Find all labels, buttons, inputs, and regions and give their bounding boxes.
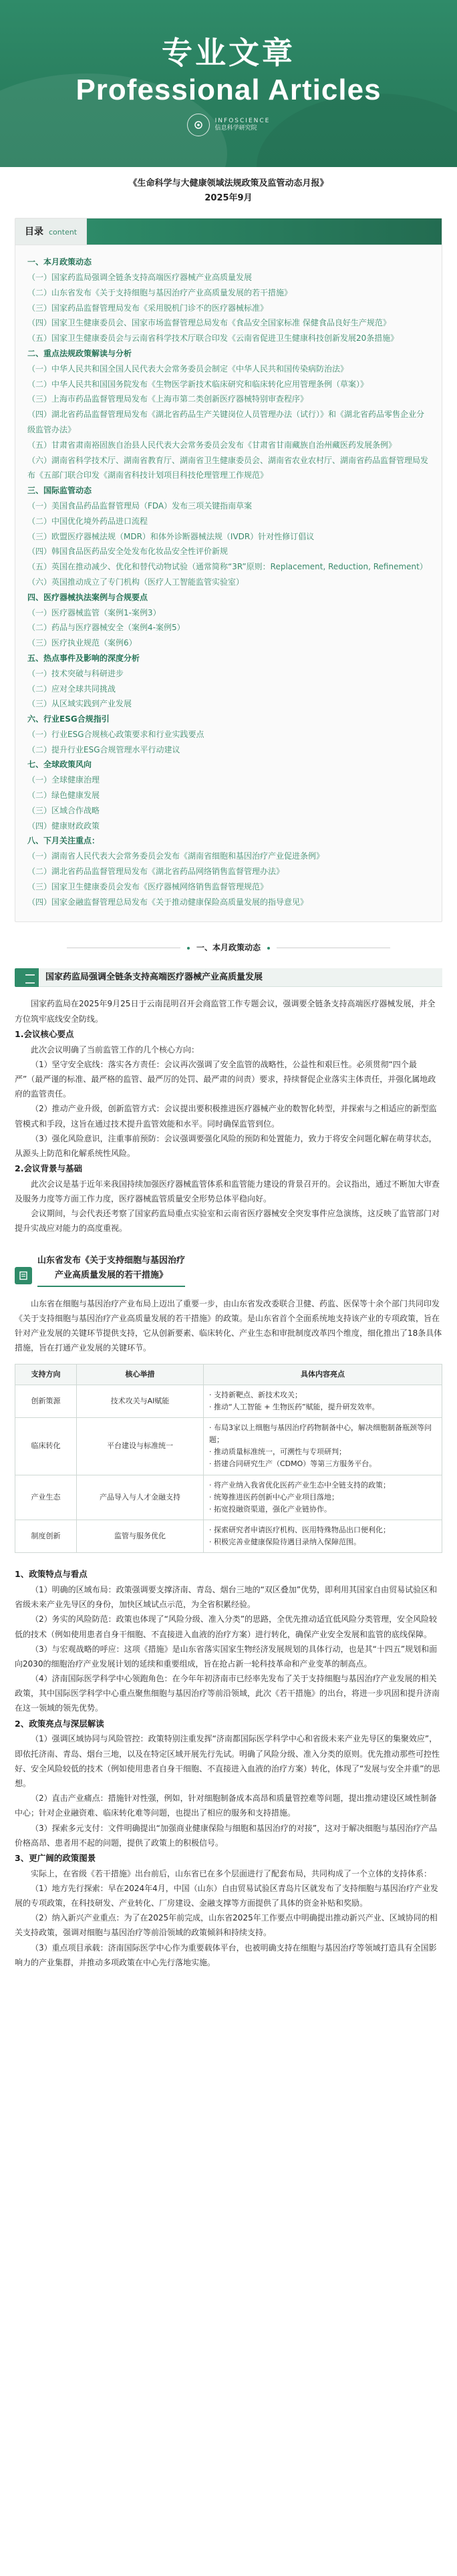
toc-item[interactable]: （二）应对全球共同挑战 — [27, 684, 116, 694]
toc-item[interactable]: （四）韩国食品医药品安全处发布化妆品安全性评价新规 — [27, 547, 228, 557]
point-text: 统筹推进医药创新中心产业项目落地； — [214, 1492, 339, 1501]
table-cell-point: · 统筹推进医药创新中心产业项目落地； — [209, 1492, 339, 1501]
toc-header — [15, 219, 442, 245]
article-title: 国家药监局强调全链条支持高端医疗器械产业高质量发展 — [39, 968, 442, 987]
toc-item[interactable]: （一）美国食品药品监督管理局（FDA）发布三项关键指南草案 — [27, 500, 253, 511]
toc-item[interactable]: （三）上海市药品监督管理局发布《上海市第二类创新医疗器械特别审查程序》 — [27, 394, 309, 404]
report-subtitle — [0, 167, 457, 206]
toc-label: 目录 — [25, 227, 43, 238]
table-cell-points — [204, 1520, 442, 1552]
report-date: 2025年9月 — [204, 193, 253, 204]
point-text: 探索研究者申请医疗机构、医用特殊物品出口便利化； — [214, 1525, 390, 1534]
paragraph: 实际上，在省级《若干措施》出台前后，山东省已在多个层面进行了配套布局，共同构成了一个立体的支持体系： — [31, 1868, 432, 1878]
table-cell-point: · 推动“人工智能 + 生物医药”赋能，提升研发效率。 — [209, 1402, 379, 1411]
section-title: 一、本月政策动态 — [196, 943, 261, 953]
toc-header-bar — [87, 219, 442, 245]
logo-icon — [187, 114, 210, 136]
paragraph: （3）强化风险意识，注重事前预防：会议强调要强化风险的预防和处置能力，致力于将安全问题化解在萌芽状态，从源头上防范和化解系统性风险。 — [15, 1133, 437, 1158]
table-cell-point: · 布局3家以上细胞与基因治疗药物制备中心，解决细胞制备瓶颈等问题； — [209, 1423, 432, 1445]
table-row — [15, 1417, 442, 1475]
logo-text-zh: 信息科学研究院 — [214, 125, 257, 132]
article-title-cont: 产业高质量发展的若干措施》 — [55, 1270, 168, 1280]
table-cell-direction: 创新策源 — [15, 1385, 77, 1417]
toc-item[interactable]: （一）全球健康治理 — [27, 775, 100, 785]
table-cell-core: 监管与服务优化 — [77, 1520, 204, 1552]
toc-item[interactable]: （二）药品与医疗器械安全（案例4-案例5） — [27, 623, 185, 633]
paragraph: 会议期间，与会代表还考察了国家药监局重点实验室和云南省医疗器械安全突发事件应急演练，这反映了监管部门对提升实战应对能力的高度重视。 — [15, 1209, 440, 1234]
paragraph: （3）重点项目承载：济南国际医学中心作为重要载体平台，也被明确支持在细胞与基因治疗等领域打造具有全国影响力的产业集群，并推动多项政策在中心先行落地实施。 — [15, 1943, 437, 1967]
table-cell-core: 产品导入与人才金融支持 — [77, 1475, 204, 1520]
point-text: 推动“人工智能 + 生物医药”赋能，提升研发效率。 — [214, 1402, 379, 1411]
report-title: 《生命科学与大健康领域法规政策及监管动态月报》 — [128, 178, 329, 188]
policy-table — [15, 1364, 442, 1554]
logo-text-en: INFOSCIENCE — [214, 117, 271, 124]
toc-item[interactable]: （二）中国优化境外药品进口流程 — [27, 516, 148, 526]
table-header-row — [15, 1364, 442, 1385]
table-cell-point: · 推动质量标准统一，可溯性与专项研判； — [209, 1447, 346, 1457]
toc-item[interactable]: （一）中华人民共和国全国人民代表大会常务委员会制定《中华人民共和国传染病防治法》 — [27, 364, 349, 374]
paragraph: （1）坚守安全底线：落实各方责任：会议再次强调了安全监管的战略性，公益性和艰巨性。必须贯彻“四个最严”（最严谨的标准、最严格的监管、最严厉的处罚、最严肃的问责）要求，持续督促企业落实主体责任，并强化属地政府的监管责任。 — [15, 1059, 436, 1099]
toc-item[interactable]: （三）从区域实践到产业发展 — [27, 699, 132, 709]
table-row — [15, 1475, 442, 1520]
toc-item[interactable]: （二）山东省发布《关于支持细胞与基因治疗产业高质量发展的若干措施》 — [27, 287, 293, 297]
table-cell-direction: 产业生态 — [15, 1475, 77, 1520]
paragraph: （2）纳入新兴产业重点：为了在2025年前完成，山东省2025年工作要点中明确提出推动新兴产业、区域协同的相关支持政策，强调对细胞与基因治疗等前沿领域的政策倾斜和持续支持。 — [15, 1913, 438, 1938]
table-row — [15, 1385, 442, 1417]
point-text: 将产业纳入我省优化医药产业生态中全链支持的政策； — [214, 1480, 390, 1489]
table-cell-direction: 临床转化 — [15, 1417, 77, 1475]
header-title-en: Professional Articles — [75, 74, 382, 107]
subheading: 1、政策特点与看点 — [15, 1569, 88, 1580]
toc-item[interactable]: （三）国家卫生健康委员会发布《医疗器械网络销售监督管理规范》 — [27, 881, 269, 891]
toc-item[interactable]: （五）英国在推动减少、优化和替代动物试验（通常简称“3R”原则：Replacement, Reduction, Refinement） — [27, 562, 428, 572]
toc-item[interactable]: （一）技术突破与科研进步 — [27, 668, 124, 678]
paragraph: （2）务实的风险防范：政策也体现了“风险分级、准入分类”的思路，全优先推动适宜低风险分类管理，安全风险较低的技术（例如使用患者自身干细胞、不直接进入血液的治疗方案）进行转化，确保产业安全发展和监管的底线保障。 — [15, 1614, 438, 1639]
toc-section[interactable]: 二、重点法规政策解读与分析 — [27, 348, 132, 358]
table-cell-point: · 探索研究者申请医疗机构、医用特殊物品出口便利化； — [209, 1525, 390, 1534]
toc-item[interactable]: （五）甘肃省肃南裕固族自治县人民代表大会常务委员会发布《甘肃省甘南藏族自治州藏医药发展条例》 — [27, 440, 397, 450]
toc-section[interactable]: 四、医疗器械执法案例与合规要点 — [27, 592, 148, 602]
toc-item[interactable]: （一）行业ESG合规核心政策要求和行业实践要点 — [27, 729, 204, 739]
subheading: 2、政策亮点与深层解读 — [15, 1718, 104, 1729]
toc-list — [15, 245, 442, 921]
paragraph: （2）推动产业升级，创新监管方式：会议提出要积极推进医疗器械产业的数智化转型，并探索与之相适应的新型监管模式和手段，这旨在通过技术提升监管效能和水平。同时确保监管到位。 — [15, 1104, 437, 1129]
heading-accent-icon — [15, 968, 39, 987]
table-cell-points — [204, 1417, 442, 1475]
toc-item[interactable]: （三）区域合作战略 — [27, 805, 100, 815]
table-of-contents — [15, 218, 442, 922]
article-heading — [15, 968, 442, 987]
table-cell-points — [204, 1475, 442, 1520]
toc-item[interactable]: （四）国家卫生健康委员会、国家市场监督管理总局发布《食品安全国家标准 保健食品良好生产规范》 — [27, 318, 391, 328]
toc-item[interactable]: （二）中华人民共和国国务院发布《生物医学新技术临床研究和临床转化应用管理条例（草案）》 — [27, 379, 369, 389]
table-cell-point: · 拓宽投融资渠道，强化产业链协作。 — [209, 1504, 331, 1514]
toc-item[interactable]: （一）湖南省人民代表大会常务委员会发布《湖南省细胞和基因治疗产业促进条例》 — [27, 851, 325, 861]
paragraph: 国家药监局在2025年9月25日于云南昆明召开会商监管工作专题会议，强调要全链条支持高端医疗器械发展，并全方位筑牢底线安全防线。 — [15, 999, 436, 1024]
toc-item[interactable]: （二）提升行业ESG合规管理水平行动建议 — [27, 744, 180, 754]
point-text: 搭建合同研究生产（CDMO）等第三方服务平台。 — [214, 1459, 377, 1469]
toc-item[interactable]: （二）绿色健康发展 — [27, 791, 100, 801]
table-header: 具体内容亮点 — [204, 1364, 442, 1385]
paragraph: 此次会议是基于近年来我国持续加强医疗器械监管体系和监管能力建设的背景召开的。会议指出，通过不断加大审查及服务力度等方面工作力度，医疗器械监管质量安全形势总体平稳向好。 — [15, 1179, 440, 1204]
toc-item[interactable]: （五）国家卫生健康委员会与云南省科学技术厅联合印发《云南省促进卫生健康科技创新发展20条措施》 — [27, 333, 399, 343]
toc-label-en: content — [49, 228, 78, 237]
toc-item[interactable]: （二）湖北省药品监督管理局发布《湖北省药品网络销售监督管理办法》 — [27, 867, 285, 877]
paragraph: （4）济南国际医学科学中心领跑角色：在今年年初济南市已经率先发布了关于支持细胞与基因治疗产业发展的相关政策，其中国际医学科学中心重点聚焦细胞与基因治疗等前沿领域，此次《若干措施》的出台，将进一步巩固和提升济南在这一领域的领先优势。 — [15, 1674, 440, 1713]
toc-item[interactable]: （一）国家药监局强调全链条支持高端医疗器械产业高质量发展 — [27, 272, 253, 282]
header-banner — [0, 0, 457, 167]
table-cell-point: · 搭建合同研究生产（CDMO）等第三方服务平台。 — [209, 1459, 377, 1469]
article-heading — [15, 1254, 442, 1287]
toc-section[interactable]: 一、本月政策动态 — [27, 257, 92, 267]
toc-item[interactable]: （三）国家药品监督管理局发布《采用脱机门诊不的医疗器械标准》 — [27, 303, 269, 313]
table-cell-point: · 积极完善业健康保险待遇目录纳入保障范围。 — [209, 1538, 361, 1547]
paragraph: 此次会议明确了当前监管工作的几个核心方向： — [31, 1044, 200, 1054]
toc-item[interactable]: （四）健康财政政策 — [27, 821, 100, 831]
toc-section[interactable]: 五、热点事件及影响的深度分析 — [27, 653, 140, 663]
table-cell-direction: 制度创新 — [15, 1520, 77, 1552]
subheading: 3、更广阔的政策图景 — [15, 1852, 96, 1863]
table-cell-point: · 支持新靶点、新技术攻关； — [209, 1390, 302, 1399]
point-text: 积极完善业健康保险待遇目录纳入保障范围。 — [214, 1538, 361, 1547]
point-text: 推动质量标准统一，可溯性与专项研判； — [214, 1447, 346, 1457]
paragraph: （2）直击产业痛点：措施针对性强，例如，针对细胞制备成本高昂和质量管控难等问题，提出推动建设区域性制备中心；针对企业融资难、临床转化难等问题，也提出了相应的服务和支持措施。 — [15, 1794, 437, 1818]
toc-item[interactable]: （六）英国推动成立了专门机构（医疗人工智能监管实验室） — [27, 577, 245, 587]
subheading: 1.会议核心要点 — [15, 1028, 74, 1039]
point-text: 支持新靶点、新技术攻关； — [214, 1390, 302, 1399]
toc-item[interactable]: （四）湖北省药品监督管理局发布《湖北省药品生产关键岗位人员管理办法（试行）》和《湖北省药品零售企业分级监管办法》 — [27, 410, 425, 434]
header-title-zh: 专业文章 — [162, 35, 295, 71]
org-logo — [187, 114, 271, 136]
toc-item[interactable]: （三）医疗执业规范（案例6） — [27, 638, 137, 648]
paragraph: （3）与宏观战略的呼应：这项《措施》是山东省落实国家生物经济发展规划的具体行动，也是其“十四五”规划和面向2030的细胞治疗产业发展计划的延续和重要组成，旨在抢占新一轮科技革命和产业变革的制高点。 — [15, 1644, 438, 1669]
section-divider — [0, 941, 457, 955]
table-header: 支持方向 — [15, 1364, 77, 1385]
point-text: 拓宽投融资渠道，强化产业链协作。 — [214, 1504, 331, 1514]
paragraph: （3）探索多元支付：文件明确提出“加强商业健康保险与细胞和基因治疗的对接”，这对于解决细胞与基因治疗产品价格高昂、患者用不起的问题，提供了政策上的积极信号。 — [15, 1823, 438, 1848]
table-cell-points — [204, 1385, 442, 1417]
toc-section[interactable]: 八、下月关注重点： — [27, 836, 100, 846]
table-cell-core: 平台建设与标准统一 — [77, 1417, 204, 1475]
paragraph: （1）明确的区域布局：政策强调要支撑济南、青岛、烟台三地的“双区叠加”优势，即利用其国家自由贸易试验区和省级未来产业先导区的身份，加快区域试点示范，为全省积累经验。 — [15, 1584, 438, 1610]
toc-item[interactable]: （三）欧盟医疗器械法规（MDR）和体外诊断器械法规（IVDR）针对性修订倡议 — [27, 531, 315, 541]
table-cell-point: · 将产业纳入我省优化医药产业生态中全链支持的政策； — [209, 1480, 390, 1489]
table-header: 核心举措 — [77, 1364, 204, 1385]
toc-item[interactable]: （一）医疗器械监管（案例1-案例3） — [27, 607, 161, 617]
table-row — [15, 1520, 442, 1552]
paragraph: （1）地方先行探索：早在2024年4月，中国（山东）自由贸易试验区青岛片区就发布了支持细胞与基因治疗产业发展的专项政策，在科技研发、产业转化、厂房建设、金融支撑等方面提供了具体的资金补贴和奖励。 — [15, 1883, 438, 1908]
paragraph: 山东省在细胞与基因治疗产业布局上迈出了重要一步，由山东省发改委联合卫健、药监、医保等十余个部门共同印发《关于支持细胞与基因治疗产业高质量发展的若干措施》的政策。是山东省首个全面系统地支持该产业的专项政策，旨在针对产业发展的关键环节提供支持，它从创新要素、临床转化、产业生态和审批制度改革四个维度，细化推出了18条具体措施，旨在打通产业发展的关键环节。 — [15, 1298, 442, 1353]
toc-section[interactable]: 六、行业ESG合规指引 — [27, 714, 110, 724]
toc-section[interactable]: 七、全球政策风向 — [27, 760, 92, 770]
subheading: 2.会议背景与基础 — [15, 1163, 82, 1174]
article-title: 山东省发布《关于支持细胞与基因治疗 — [37, 1255, 186, 1266]
paragraph: （1）强调区域协同与风险管控：政策特别注重发挥“济南都国际医学科学中心和省级未来产业先导区的集聚效应”，即依托济南、青岛、烟台三地，以及在特定区域开展先行先试。明确了风险分级、准入分类的原则。优先推动那些可控性好、安全风险较低的技术（例如使用患者自身干细胞、不直接进入血液的治疗方案）转化，体现了“发展与安全并重”的思想。 — [15, 1734, 440, 1788]
toc-item[interactable]: （四）国家金融监督管理总局发布《关于推动健康保险高质量发展的指导意见》 — [27, 897, 309, 907]
toc-section[interactable]: 三、国际监管动态 — [27, 486, 92, 496]
toc-item[interactable]: （六）湖南省科学技术厅、湖南省教育厅、湖南省卫生健康委员会、湖南省农业农村厅、湖南省药品监督管理局发布《五部门联合印发《湖南省科技计划项目科技伦理管理工作规范》 — [27, 455, 429, 480]
table-cell-core: 技术攻关与AI赋能 — [77, 1385, 204, 1417]
document-icon — [15, 1267, 32, 1284]
point-text: 布局3家以上细胞与基因治疗药物制备中心，解决细胞制备瓶颈等问题； — [209, 1423, 432, 1445]
